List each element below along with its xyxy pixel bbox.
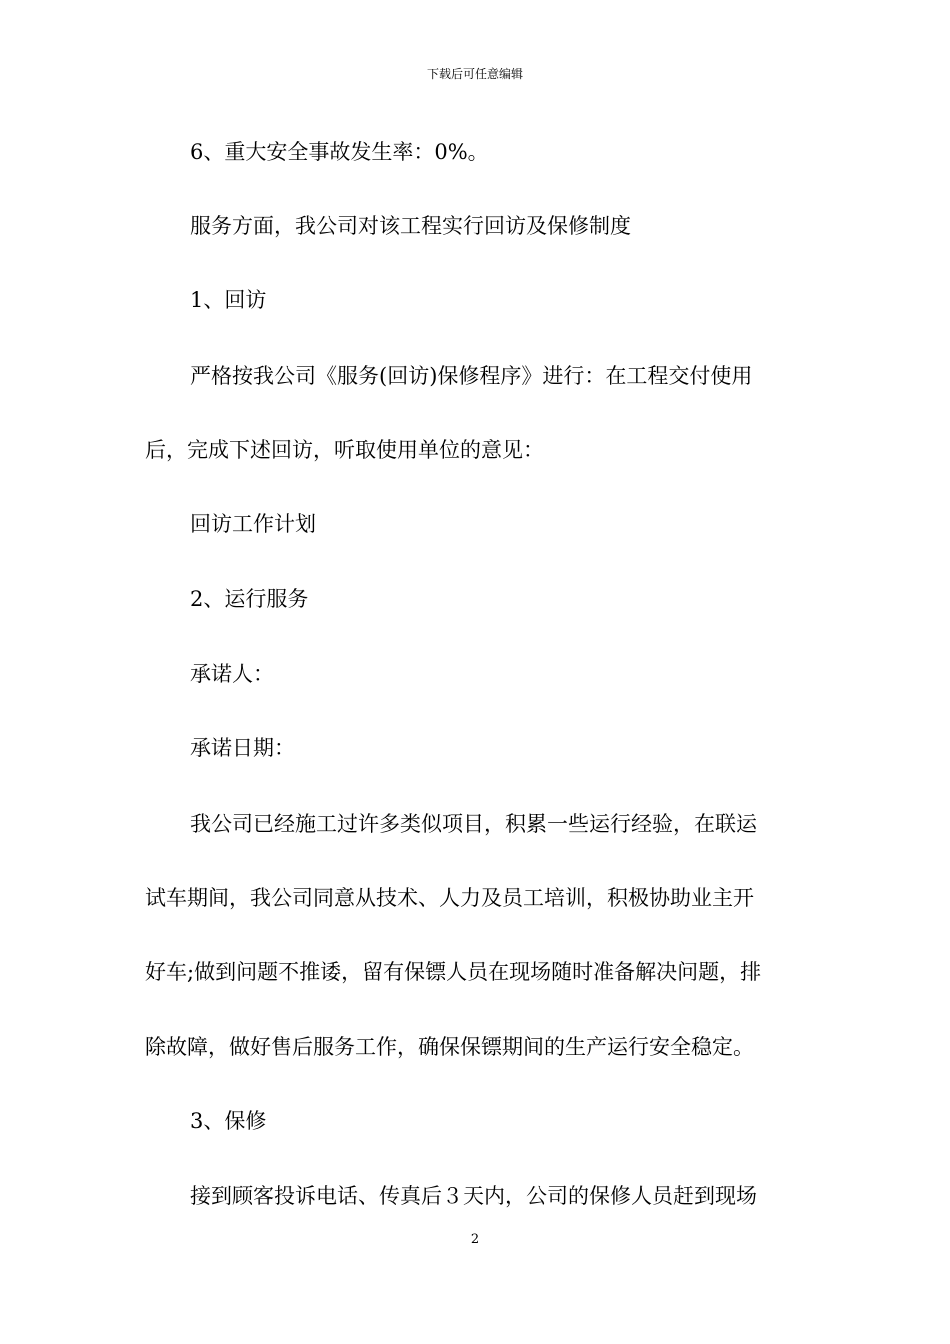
text-line: 试车期间，我公司同意从技术、人力及员工培训，积极协助业主开 [145,886,754,910]
text-line: 除故障，做好售后服务工作，确保保镖期间的生产运行安全稳定。 [145,1035,754,1059]
text-line: 好车;做到问题不推诿，留有保镖人员在现场随时准备解决问题，排 [145,960,762,984]
text-line: 回访工作计划 [190,512,316,536]
text-line: 承诺日期： [190,736,295,760]
page-number: 2 [470,1232,480,1247]
text-line: 6、重大安全事故发生率：0%。 [190,140,489,164]
text-line: 严格按我公司《服务(回访)保修程序》进行：在工程交付使用 [190,364,753,388]
text-line: 2、运行服务 [190,587,309,611]
text-line: 1、回访 [190,288,267,312]
text-line: 我公司已经施工过许多类似项目，积累一些运行经验，在联运 [190,812,757,836]
page-header: 下载后可任意编辑 [426,67,523,81]
text-line: 接到顾客投诉电话、传真后３天内，公司的保修人员赶到现场 [190,1184,757,1208]
text-line: 后，完成下述回访，听取使用单位的意见： [145,438,544,462]
text-line: 承诺人： [190,662,274,686]
text-line: 服务方面，我公司对该工程实行回访及保修制度 [190,214,631,238]
text-line: 3、保修 [190,1109,267,1133]
